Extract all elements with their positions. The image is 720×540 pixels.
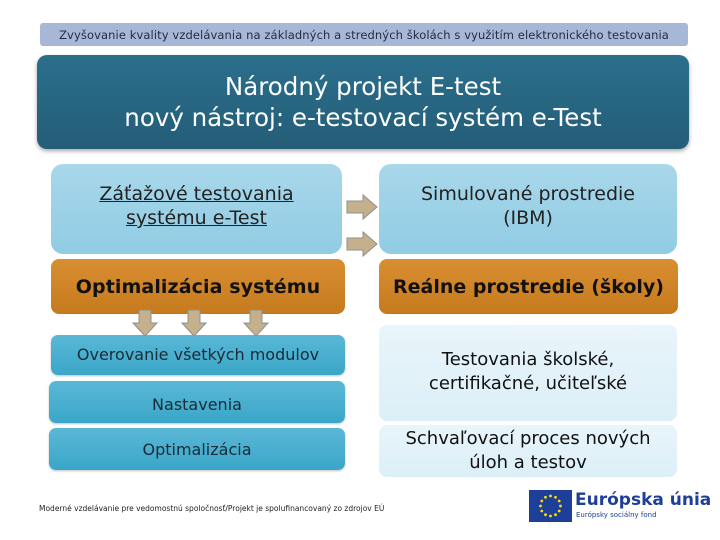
simulated-line2: (IBM) xyxy=(503,207,553,229)
approval-process-box xyxy=(379,425,677,477)
project-banner xyxy=(37,55,689,149)
banner-title-line1: Národný projekt E-test xyxy=(224,72,502,101)
load-testing-line2: systému e-Test xyxy=(125,207,267,229)
footer-text: Moderné vzdelávanie pre vedomostnú spoločnosť/Projekt je spolufinancovaný zo zdrojov EÚ xyxy=(39,504,385,513)
optimization-box: Optimalizácia xyxy=(49,428,345,470)
simulated-line1: Simulované prostredie xyxy=(421,183,635,205)
settings-box: Nastavenia xyxy=(49,381,345,423)
load-testing-line1: Záťažové testovania xyxy=(99,183,294,205)
real-environment-box: Reálne prostredie (školy) xyxy=(379,259,678,314)
load-testing-box xyxy=(51,164,342,254)
eu-subtitle: Európsky sociálny fond xyxy=(576,511,657,519)
right-arrow-icon xyxy=(347,232,377,256)
right-arrow-icon xyxy=(347,195,377,219)
school-testing-line1: Testovania školské, xyxy=(441,349,615,370)
approval-line2: úloh a testov xyxy=(469,452,587,473)
approval-line1: Schvaľovací proces nových xyxy=(405,428,651,449)
simulated-environment-box xyxy=(379,164,677,254)
system-optimization-box: Optimalizácia systému xyxy=(51,259,345,314)
school-testing-box xyxy=(379,325,677,421)
modules-check-box: Overovanie všetkých modulov xyxy=(51,335,345,375)
school-testing-line2: certifikačné, učiteľské xyxy=(428,373,628,394)
banner-title-line2: nový nástroj: e-testovací systém e-Test xyxy=(124,103,602,132)
eu-logo xyxy=(529,490,712,522)
header-subtitle: Zvyšovanie kvality vzdelávania na základných a stredných školách s využitím elektronického testovania xyxy=(40,23,688,46)
eu-flag-icon xyxy=(529,490,572,522)
eu-title: Európska únia xyxy=(575,490,712,510)
